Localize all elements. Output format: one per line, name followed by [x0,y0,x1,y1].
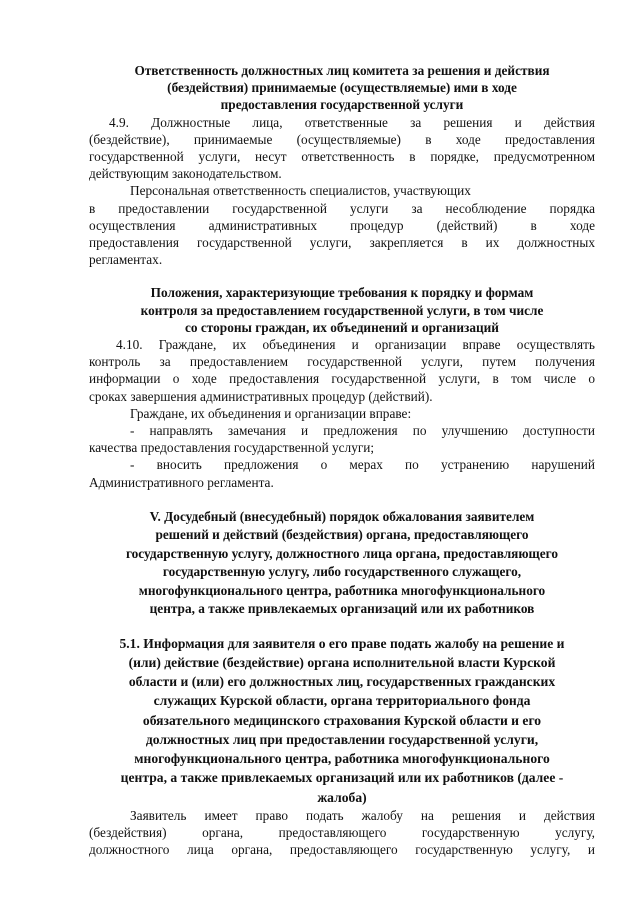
paragraph-line: государственной услуги, несут ответственность в порядке, предусмотренном [89,149,595,165]
heading-line: контроля за предоставлением государственной услуги, в том числе [140,302,544,318]
list-item-proposals [89,456,595,490]
heading-responsibility [89,62,595,114]
heading-line: (бездействия) принимаемые (осуществляемые) ими в ходе [167,80,517,96]
paragraph-line: Персональная ответственность специалистов, участвующих [130,183,471,199]
heading-line: решений и действий (бездействия) органа, предоставляющего [155,527,529,543]
paragraph-line: предоставления государственной услуги, закрепляется в их должностных [89,235,595,251]
heading-5-1 [89,634,595,807]
paragraph-line: 4.9. Должностные лица, ответственные за решения и действия [109,114,595,130]
paragraph-line: (бездействие), принимаемые (осуществляемые) в ходе предоставления [89,131,595,147]
paragraph-line: контроль за предоставлением государственной услуги, путем получения [89,354,595,370]
paragraph-rights-intro [89,405,595,422]
heading-line: центра, а также привлекаемых организаций или их работников [149,601,535,617]
heading-line: многофункционального центра, работника многофункционального [134,751,550,767]
paragraph-line: в предоставлении государственной услуги за несоблюдение порядка [89,200,595,216]
paragraph-line: (бездействия) органа, предоставляющего государственную услугу, [89,824,595,840]
heading-control-requirements [89,284,595,336]
paragraph-line: - вносить предложения о мерах по устранению нарушений [130,457,595,473]
paragraph-personal-responsibility [89,182,595,268]
paragraph-line: действующим законодательством. [89,166,282,182]
heading-line: государственную услугу, должностного лица органа, предоставляющего [125,545,559,561]
heading-line: Положения, характеризующие требования к порядку и формам [150,285,534,301]
heading-line: V. Досудебный (внесудебный) порядок обжалования заявителем [149,508,535,524]
paragraph-line: регламентах. [89,252,163,268]
heading-line: со стороны граждан, их объединений и организаций [185,319,499,335]
paragraph-line: - направлять замечания и предложения по улучшению доступности [130,423,595,439]
heading-line: государственную услугу, либо государственного служащего, [162,564,522,580]
paragraph-line: качества предоставления государственной услуги; [89,440,375,456]
paragraph-applicant-right [89,807,595,859]
paragraph-4-9 [89,114,595,183]
heading-section-v [89,508,595,619]
paragraph-4-10 [89,336,595,405]
paragraph-line: информации о ходе предоставления государственной услуги, в том числе о [89,371,595,387]
heading-line: центра, а также привлекаемых организаций или их работников (далее - [120,770,564,786]
heading-line: многофункционального центра, работника многофункционального [138,582,546,598]
heading-line: (или) действие (бездействие) органа исполнительной власти Курской [128,655,556,671]
paragraph-line: осуществления административных процедур (действий) в ходе [89,217,595,233]
paragraph-line: Граждане, их объединения и организации вправе: [130,405,412,421]
paragraph-line: должностного лица органа, предоставляющего государственную услугу, и [89,842,595,858]
heading-line: должностных лиц при предоставлении государственной услуги, [145,731,539,747]
list-item-suggestions [89,422,595,456]
heading-line: предоставления государственной услуги [220,97,464,113]
paragraph-line: Заявитель имеет право подать жалобу на решения и действия [130,807,595,823]
heading-line: обязательного медицинского страхования Курской области и его [142,712,542,728]
heading-line: служащих Курской области, органа территориального фонда [153,693,531,709]
heading-line: 5.1. Информация для заявителя о его праве подать жалобу на решение и [119,635,565,651]
paragraph-line: сроках завершения административных процедур (действий). [89,388,433,404]
heading-line: Ответственность должностных лиц комитета за решения и действия [134,63,550,78]
paragraph-line: 4.10. Граждане, их объединения и организации вправе осуществлять [116,337,595,353]
paragraph-line: Административного регламента. [89,474,274,490]
heading-line: жалоба) [317,789,367,805]
document-page [89,62,595,858]
heading-line: области и (или) его должностных лиц, государственных гражданских [128,674,556,690]
